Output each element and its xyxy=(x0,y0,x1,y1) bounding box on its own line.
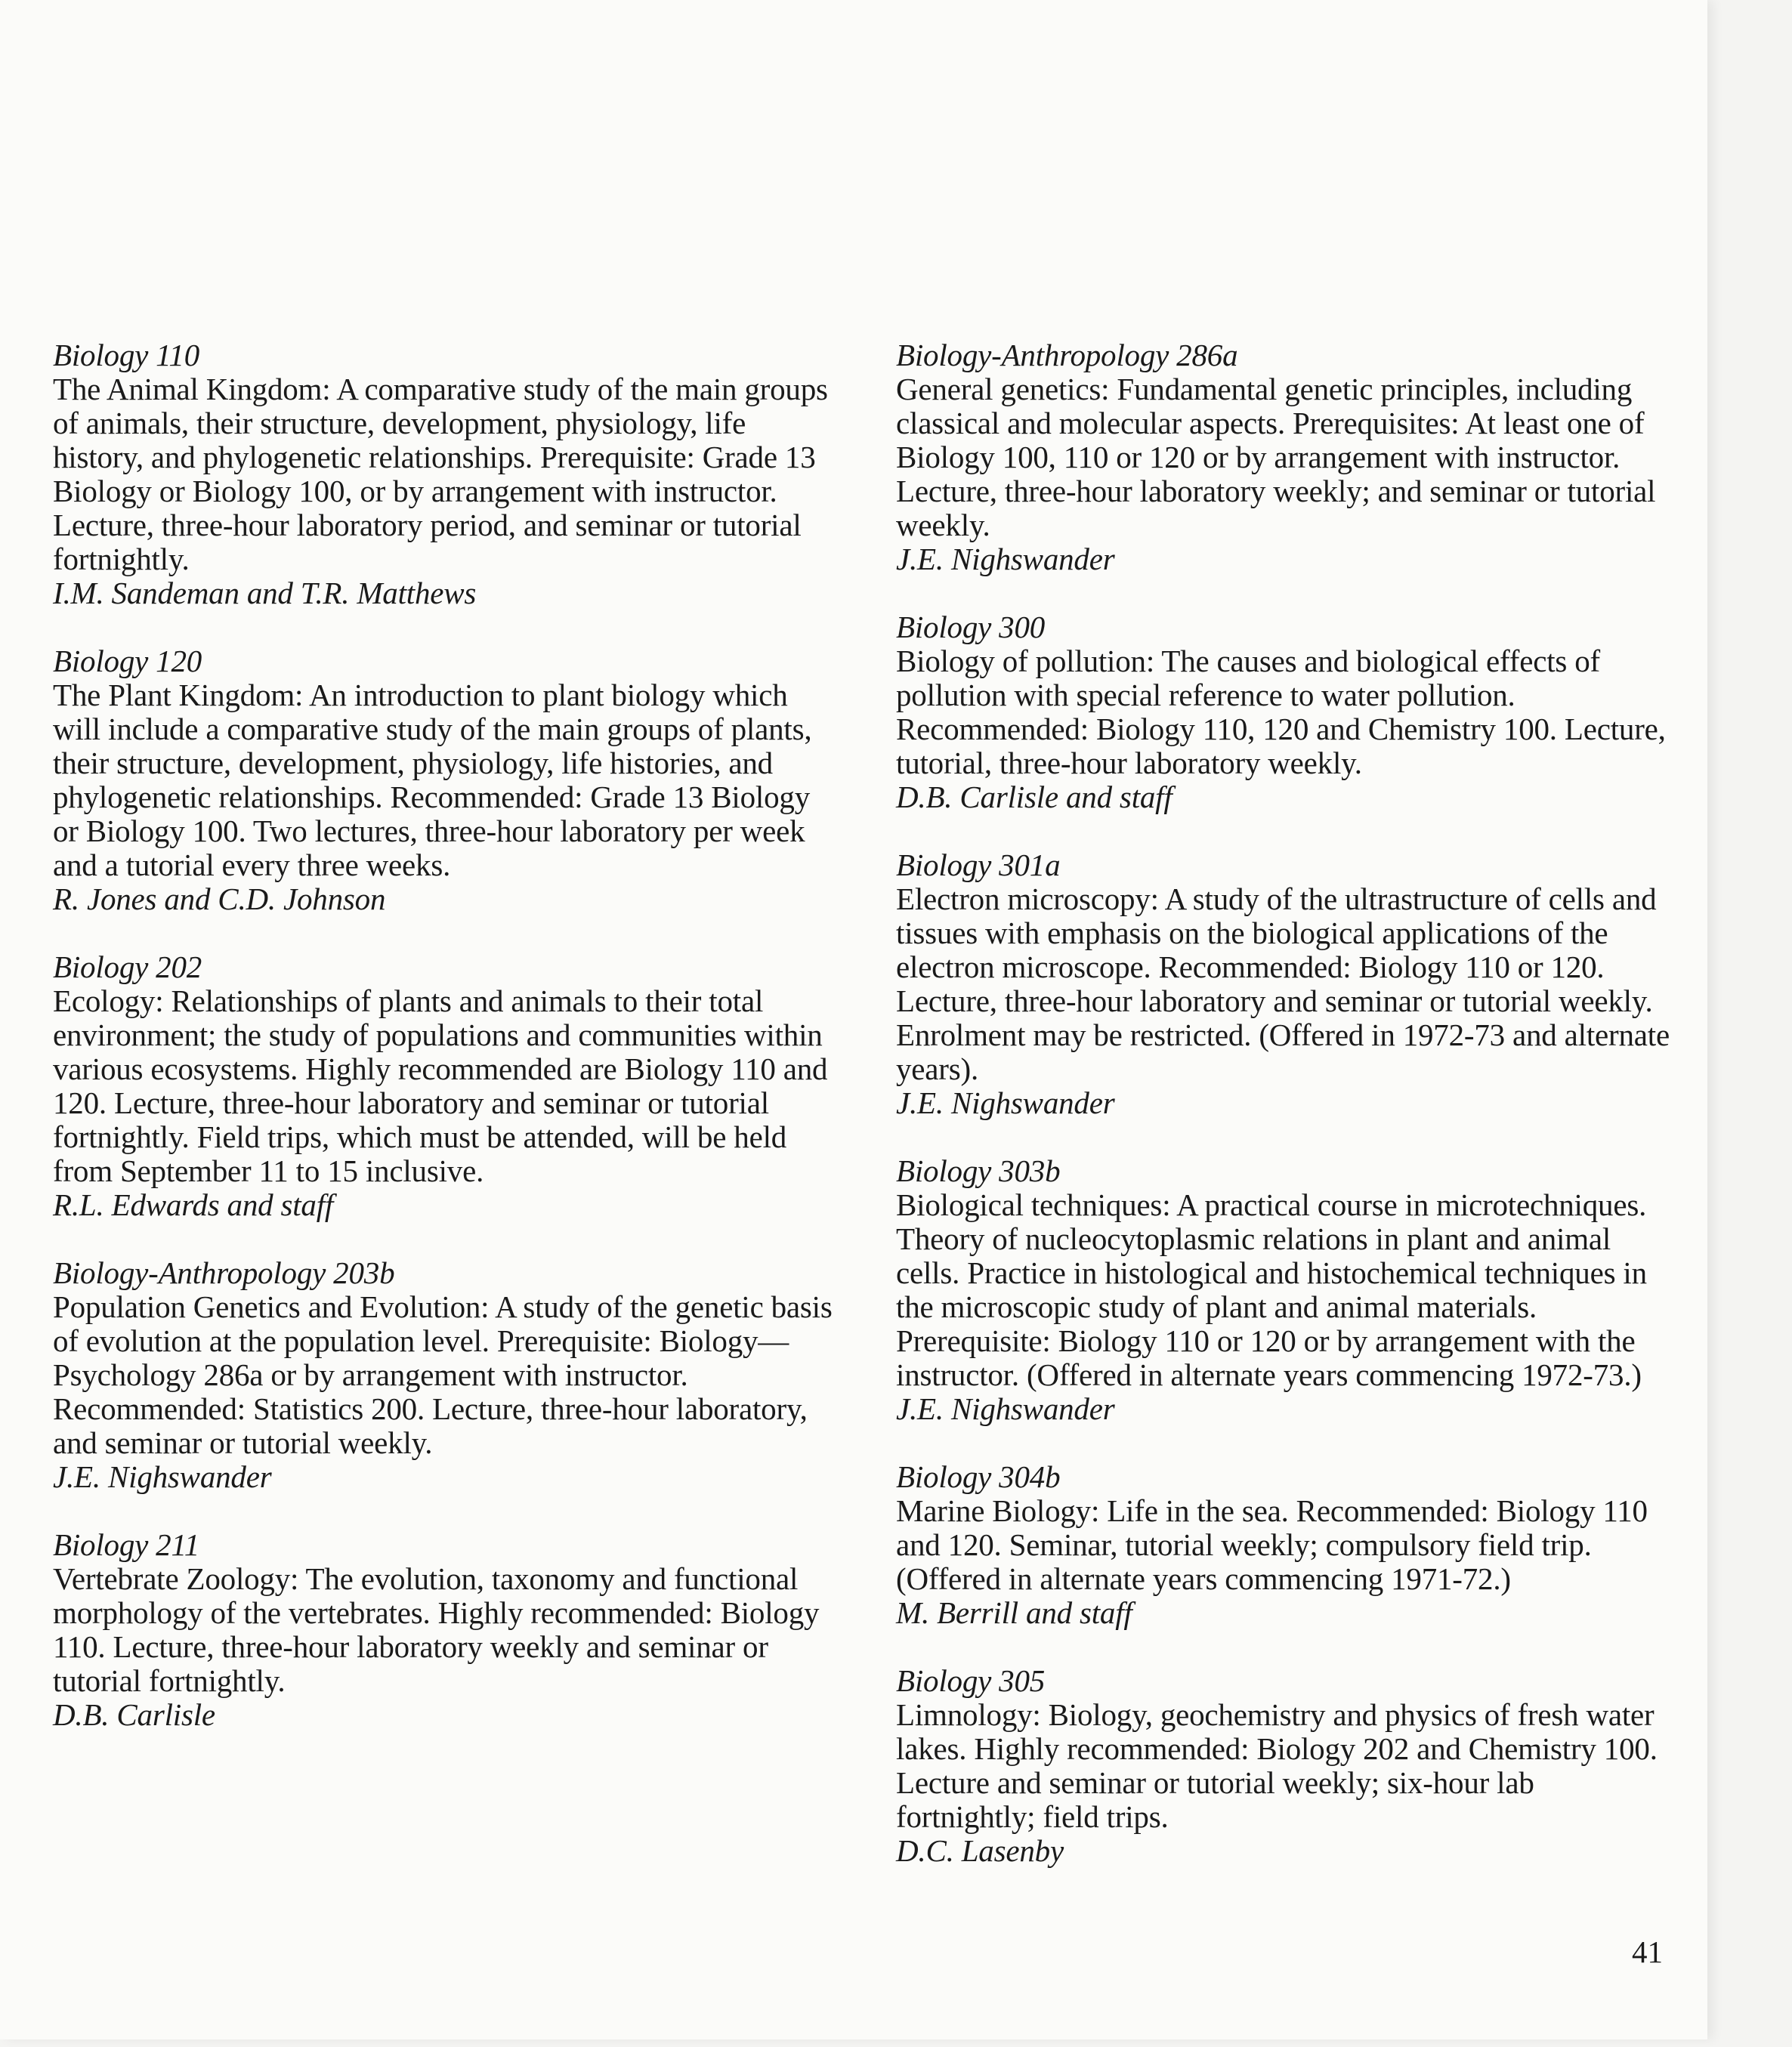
course-entry xyxy=(896,848,1674,1120)
course-title: Biology 303b xyxy=(896,1153,1061,1188)
course-title: Biology 304b xyxy=(896,1459,1061,1494)
left-column xyxy=(53,338,839,1766)
course-instructor: D.B. Carlisle xyxy=(53,1697,215,1732)
course-description: Population Genetics and Evolution: A study of the genetic basis of evolution at the population level. Prerequisite: Biology—Psychology 286a or by arrangement with instructor. Recommended: Statistics 200. Lecture, three-hour laboratory, and seminar or tutorial weekly. xyxy=(53,1289,833,1460)
course-title: Biology-Anthropology 286a xyxy=(896,338,1238,372)
course-instructor: J.E. Nighswander xyxy=(896,1391,1115,1426)
course-entry xyxy=(53,1528,839,1732)
course-entry xyxy=(53,950,839,1222)
course-description: The Animal Kingdom: A comparative study of the main groups of animals, their structure, development, physiology, life history, and phylogenetic relationships. Prerequisite: Grade 13 Biology or Biology 100, or by arrangement with instructor. Lecture, three-hour laboratory period, and seminar or tutorial fortnightly. xyxy=(53,372,828,576)
course-title: Biology 110 xyxy=(53,338,200,372)
course-entry xyxy=(896,1664,1674,1868)
right-column xyxy=(896,338,1674,1902)
course-instructor: J.E. Nighswander xyxy=(896,542,1115,576)
course-entry xyxy=(53,338,839,610)
course-instructor: D.B. Carlisle and staff xyxy=(896,780,1173,814)
course-description: Ecology: Relationships of plants and animals to their total environment; the study of populations and communities within various ecosystems. Highly recommended are Biology 110 and 120. Lecture, three-hour laboratory and seminar or tutorial fortnightly. Field trips, which must be attended, will be held from September 11 to 15 inclusive. xyxy=(53,983,828,1188)
course-title: Biology 120 xyxy=(53,644,202,678)
course-description: Limnology: Biology, geochemistry and physics of fresh water lakes. Highly recommended: Biology 202 and Chemistry 100. Lecture and seminar or tutorial weekly; six-hour lab fortnightly; field trips. xyxy=(896,1697,1658,1834)
course-description: Biological techniques: A practical course in microtechniques. Theory of nucleocytoplasmic relations in plant and animal cells. Practice in histological and histochemical techniques in the microscopic study of plant and animal materials. Prerequisite: Biology 110 or 120 or by arrangement with the instructor. (Offered in alternate years commencing 1972-73.) xyxy=(896,1187,1647,1392)
course-title: Biology 305 xyxy=(896,1663,1046,1698)
course-instructor: I.M. Sandeman and T.R. Matthews xyxy=(53,576,477,610)
course-instructor: J.E. Nighswander xyxy=(53,1459,272,1494)
course-title: Biology 202 xyxy=(53,949,202,984)
course-entry xyxy=(53,1256,839,1494)
course-description: Vertebrate Zoology: The evolution, taxonomy and functional morphology of the vertebrates. Highly recommended: Biology 110. Lecture, three-hour laboratory weekly and seminar or tutorial fortnightly. xyxy=(53,1561,820,1698)
course-instructor: M. Berrill and staff xyxy=(896,1595,1132,1630)
page-number: 41 xyxy=(1632,1934,1663,1969)
course-instructor: R.L. Edwards and staff xyxy=(53,1187,334,1222)
course-description: The Plant Kingdom: An introduction to plant biology which will include a comparative study of the main groups of plants, their structure, development, physiology, life histories, and phylogenetic relationships. Recommended: Grade 13 Biology or Biology 100. Two lectures, three-hour laboratory per week and a tutorial every three weeks. xyxy=(53,678,812,882)
course-instructor: J.E. Nighswander xyxy=(896,1085,1115,1120)
course-title: Biology 301a xyxy=(896,848,1061,882)
course-entry xyxy=(896,1154,1674,1426)
course-entry xyxy=(896,1460,1674,1630)
course-instructor: D.C. Lasenby xyxy=(896,1833,1064,1868)
course-title: Biology-Anthropology 203b xyxy=(53,1255,395,1290)
course-description: General genetics: Fundamental genetic principles, including classical and molecular aspects. Prerequisites: At least one of Biology 100, 110 or 120 or by arrangement with instructor. Lecture, three-hour laboratory weekly; and seminar or tutorial weekly. xyxy=(896,372,1656,542)
course-description: Marine Biology: Life in the sea. Recommended: Biology 110 and 120. Seminar, tutorial weekly; compulsory field trip. (Offered in alternate years commencing 1971-72.) xyxy=(896,1493,1648,1596)
course-description: Electron microscopy: A study of the ultrastructure of cells and tissues with emphasis on the biological applications of the electron microscope. Recommended: Biology 110 or 120. Lecture, three-hour laboratory and seminar or tutorial weekly. Enrolment may be restricted. (Offered in 1972-73 and alternate years). xyxy=(896,881,1670,1086)
course-instructor: R. Jones and C.D. Johnson xyxy=(53,881,386,916)
course-title: Biology 300 xyxy=(896,610,1046,644)
course-title: Biology 211 xyxy=(53,1527,200,1562)
course-description: Biology of pollution: The causes and biological effects of pollution with special reference to water pollution. Recommended: Biology 110, 120 and Chemistry 100. Lecture, tutorial, three-hour laboratory weekly. xyxy=(896,644,1666,780)
course-entry xyxy=(53,644,839,916)
course-entry xyxy=(896,610,1674,814)
course-entry xyxy=(896,338,1674,576)
